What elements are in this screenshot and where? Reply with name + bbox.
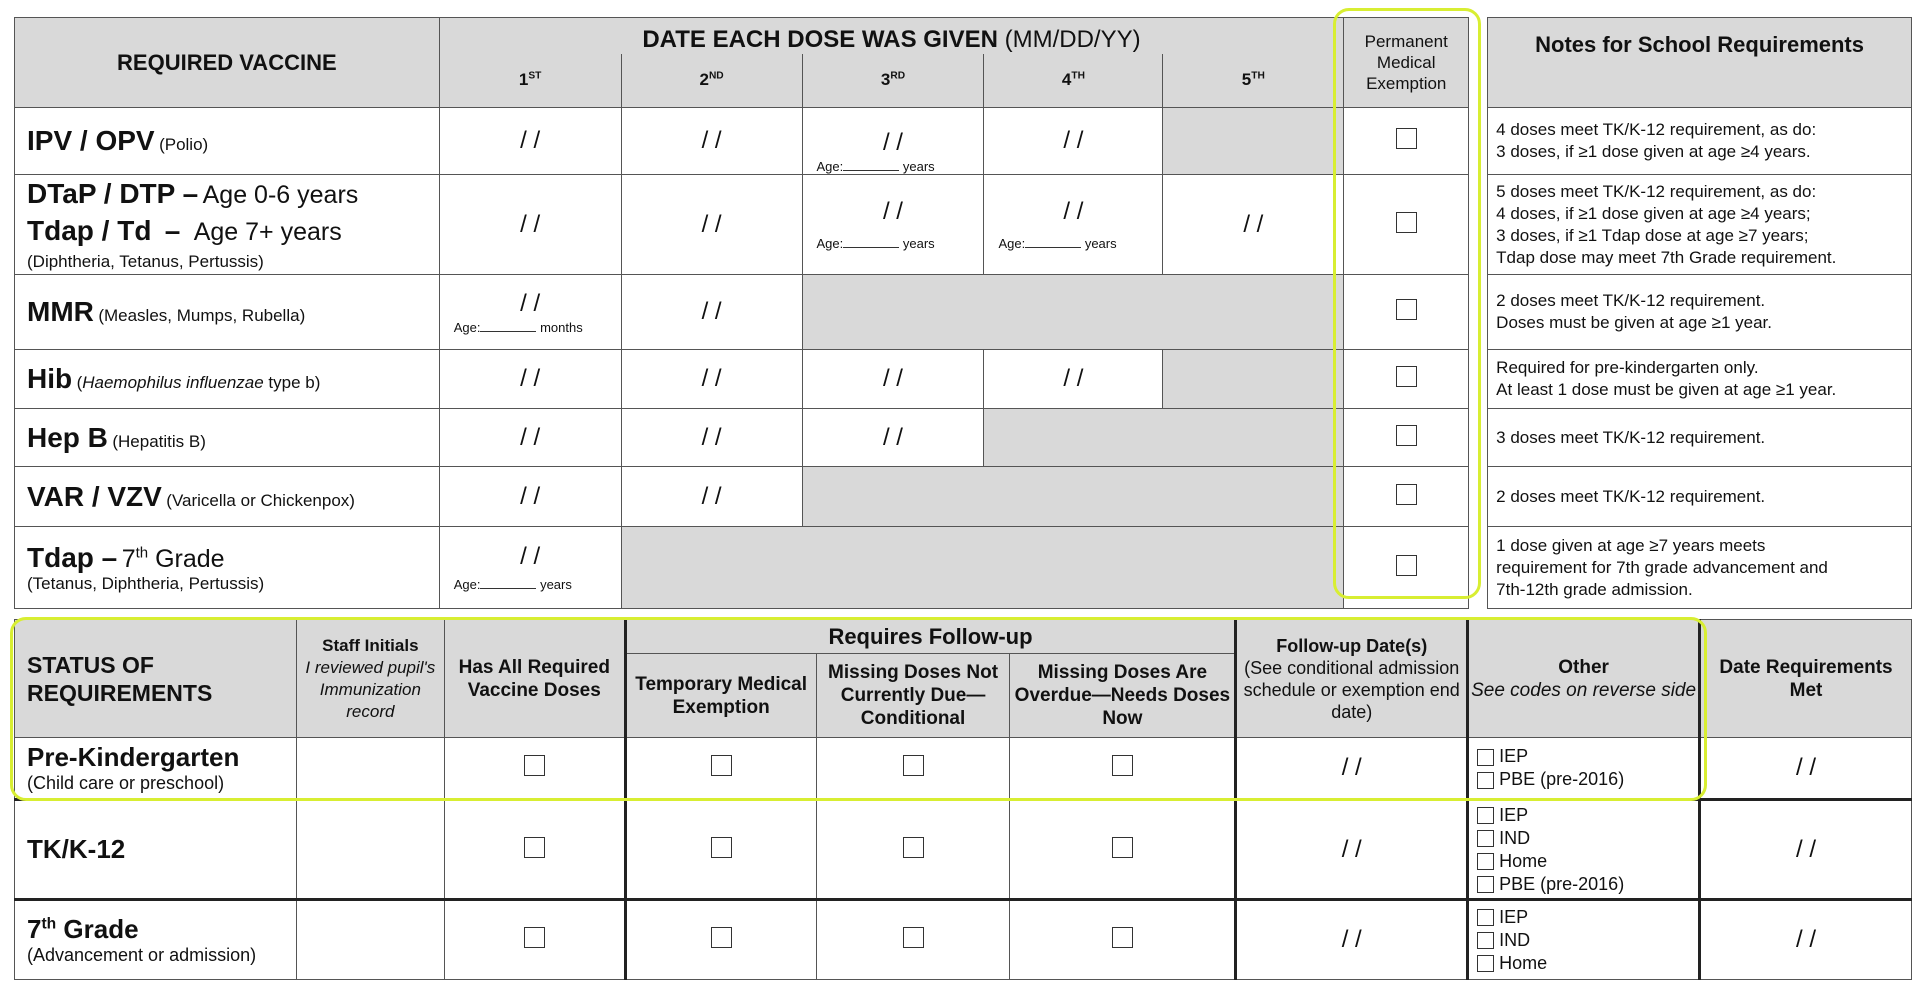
status-row-label: Pre-Kindergarten (Child care or preschool) [15,738,297,800]
dose-date-field[interactable]: / / Age: months [439,275,621,350]
dose-date-field[interactable]: / / [621,275,802,350]
followup-dates-header: Follow-up Date(s) (See conditional admission schedule or exemption end date) [1236,620,1468,738]
unused-dose-cell [802,467,1344,527]
requirement-note: 5 doses meet TK/K-12 requirement, as do: 4 doses, if ≥1 dose given at age ≥4 years; 3 doses, if ≥1 Tdap dose at age ≥7 years; Tdap dose may meet 7th Grade requirement. [1488,175,1912,275]
dose-date-field[interactable]: / / [439,350,621,409]
dose-date-field[interactable]: / / [802,350,984,409]
exemption-checkbox-cell [1344,467,1469,527]
vaccine-row-mmr [15,275,1912,350]
requirement-note: 4 doses meet TK/K-12 requirement, as do: 3 doses, if ≥1 dose given at age ≥4 years. [1488,108,1912,175]
checkbox[interactable] [1477,749,1494,766]
dose-5-header: 5TH [1163,54,1344,108]
staff-initials-header: Staff Initials I reviewed pupil's Immunization record [296,620,444,738]
checkbox[interactable] [1477,772,1494,789]
temp-exemption-header: Temporary Medical Exemption [625,654,816,738]
exemption-checkbox-cell [1344,175,1469,275]
date-given-header: DATE EACH DOSE WAS GIVEN (MM/DD/YY) [439,18,1344,54]
dose-1-header: 1ST [439,54,621,108]
dose-date-field[interactable]: / / Age: years [802,175,984,275]
temp-exemption-cell [625,900,816,980]
spacer [1469,18,1488,609]
other-option[interactable]: IEP [1477,906,1698,929]
checkbox[interactable] [1477,932,1494,949]
followup-date-field[interactable]: / / [1236,738,1468,800]
unused-dose-cell [984,409,1344,467]
requirement-note: Required for pre-kindergarten only. At least 1 dose must be given at age ≥1 year. [1488,350,1912,409]
dose-4-header: 4TH [984,54,1163,108]
staff-initials-field[interactable] [296,738,444,800]
status-row-label: TK/K-12 [15,800,297,900]
vaccine-row-hib [15,350,1912,409]
missing-conditional-cell [816,800,1010,900]
missing-conditional-cell [816,738,1010,800]
missing-overdue-checkbox[interactable] [1112,927,1133,948]
vaccine-row-var [15,467,1912,527]
exemption-checkbox-cell [1344,409,1469,467]
exemption-checkbox-cell [1344,108,1469,175]
staff-initials-field[interactable] [296,900,444,980]
status-row-7th-grade [15,900,1912,980]
unused-dose-cell [1163,350,1344,409]
temp-exemption-checkbox[interactable] [711,755,732,776]
other-option[interactable]: IND [1477,929,1698,952]
exemption-checkbox[interactable] [1396,212,1417,233]
notes-header: Notes for School Requirements [1488,18,1912,108]
dose-date-field[interactable]: / / [621,175,802,275]
exemption-checkbox-cell [1344,350,1469,409]
temp-exemption-cell [625,738,816,800]
dose-date-field[interactable]: / / [439,175,621,275]
missing-conditional-cell [816,900,1010,980]
has-all-checkbox[interactable] [524,927,545,948]
dose-date-field[interactable]: / / Age: years [802,108,984,175]
staff-initials-field[interactable] [296,800,444,900]
requires-followup-header: Requires Follow-up [625,620,1236,654]
unused-dose-cell [1163,108,1344,175]
vaccine-name: Tdap – 7th Grade (Tetanus, Diphtheria, Pertussis) [15,527,440,609]
other-header: Other See codes on reverse side [1468,620,1700,738]
dose-date-field[interactable]: / / [621,409,802,467]
requirement-note: 2 doses meet TK/K-12 requirement. [1488,467,1912,527]
missing-conditional-checkbox[interactable] [903,755,924,776]
has-all-doses-header: Has All Required Vaccine Doses [444,620,625,738]
date-met-field[interactable]: / / [1700,738,1912,800]
dose-date-field[interactable]: / / [621,108,802,175]
other-option[interactable]: IEP [1477,745,1698,768]
has-all-cell [444,738,625,800]
other-option[interactable]: PBE (pre-2016) [1477,873,1698,896]
other-option[interactable]: Home [1477,952,1698,975]
checkbox[interactable] [1477,830,1494,847]
vaccine-name: MMR (Measles, Mumps, Rubella) [15,275,440,350]
vaccine-name: Hib (Haemophilus influenzae type b) [15,350,440,409]
dose-date-field[interactable]: / / [984,350,1163,409]
missing-overdue-cell [1010,900,1236,980]
checkbox[interactable] [1477,955,1494,972]
has-all-cell [444,800,625,900]
vaccine-name: VAR / VZV (Varicella or Chickenpox) [15,467,440,527]
dose-date-field[interactable]: / / [439,467,621,527]
other-option[interactable]: IND [1477,827,1698,850]
exemption-checkbox[interactable] [1396,555,1417,576]
date-met-field[interactable]: / / [1700,800,1912,900]
date-met-header: Date Requirements Met [1700,620,1912,738]
vaccine-row-tdap-7th [15,527,1912,609]
status-row-label: 7th Grade (Advancement or admission) [15,900,297,980]
dose-date-field[interactable]: / / [621,467,802,527]
missing-overdue-cell [1010,738,1236,800]
missing-conditional-checkbox[interactable] [903,927,924,948]
requirement-note: 3 doses meet TK/K-12 requirement. [1488,409,1912,467]
vaccine-name: IPV / OPV (Polio) [15,108,440,175]
dose-2-header: 2ND [621,54,802,108]
exemption-checkbox[interactable] [1396,366,1417,387]
vaccine-row-polio [15,108,1912,175]
status-row-tk12 [15,800,1912,900]
status-header: STATUS OF REQUIREMENTS [15,620,297,738]
missing-overdue-cell [1010,800,1236,900]
missing-overdue-checkbox[interactable] [1112,837,1133,858]
checkbox[interactable] [1477,853,1494,870]
dose-date-field[interactable]: / / [439,409,621,467]
exemption-checkbox-cell [1344,527,1469,609]
vaccine-row-hepb [15,409,1912,467]
permanent-exemption-header: Permanent Medical Exemption [1344,18,1469,108]
temp-exemption-checkbox[interactable] [711,927,732,948]
other-options [1468,738,1700,800]
other-option[interactable]: PBE (pre-2016) [1477,768,1698,791]
dose-date-field[interactable]: / / [802,409,984,467]
has-all-cell [444,900,625,980]
dose-date-field[interactable]: / / [1163,175,1344,275]
other-option[interactable]: IEP [1477,804,1698,827]
exemption-checkbox[interactable] [1396,484,1417,505]
date-met-field[interactable]: / / [1700,900,1912,980]
missing-overdue-checkbox[interactable] [1112,755,1133,776]
status-of-requirements-table [14,619,1912,980]
followup-date-field[interactable]: / / [1236,800,1468,900]
vaccine-row-dtap [15,175,1912,275]
has-all-checkbox[interactable] [524,755,545,776]
missing-conditional-checkbox[interactable] [903,837,924,858]
exemption-checkbox[interactable] [1396,299,1417,320]
dose-3-header: 3RD [802,54,984,108]
exemption-checkbox[interactable] [1396,128,1417,149]
unused-dose-cell [621,527,1344,609]
followup-date-field[interactable]: / / [1236,900,1468,980]
status-row-prek [15,738,1912,800]
other-options [1468,800,1700,900]
checkbox[interactable] [1477,807,1494,824]
exemption-checkbox-cell [1344,275,1469,350]
required-vaccine-header: REQUIRED VACCINE [15,18,440,108]
vaccine-name: Hep B (Hepatitis B) [15,409,440,467]
dose-date-field[interactable]: / / Age: years [984,175,1163,275]
temp-exemption-cell [625,800,816,900]
missing-overdue-header: Missing Doses Are Overdue—Needs Doses Now [1010,654,1236,738]
requirement-note: 2 doses meet TK/K-12 requirement. Doses must be given at age ≥1 year. [1488,275,1912,350]
dose-date-field[interactable]: / / [984,108,1163,175]
dose-date-field[interactable]: / / [439,108,621,175]
other-options [1468,900,1700,980]
exemption-checkbox[interactable] [1396,425,1417,446]
has-all-checkbox[interactable] [524,837,545,858]
unused-dose-cell [802,275,1344,350]
checkbox[interactable] [1477,876,1494,893]
other-option[interactable]: Home [1477,850,1698,873]
requirement-note: 1 dose given at age ≥7 years meets requirement for 7th grade advancement and 7th-12th grade admission. [1488,527,1912,609]
temp-exemption-checkbox[interactable] [711,837,732,858]
checkbox[interactable] [1477,909,1494,926]
vaccine-dates-table [14,17,1912,609]
dose-date-field[interactable]: / / Age: years [439,527,621,609]
dose-date-field[interactable]: / / [621,350,802,409]
vaccine-name: DTaP / DTP – Age 0-6 years Tdap / Td – Age 7+ years (Diphtheria, Tetanus, Pertussis) [15,175,440,275]
missing-conditional-header: Missing Doses Not Currently Due—Conditional [816,654,1010,738]
